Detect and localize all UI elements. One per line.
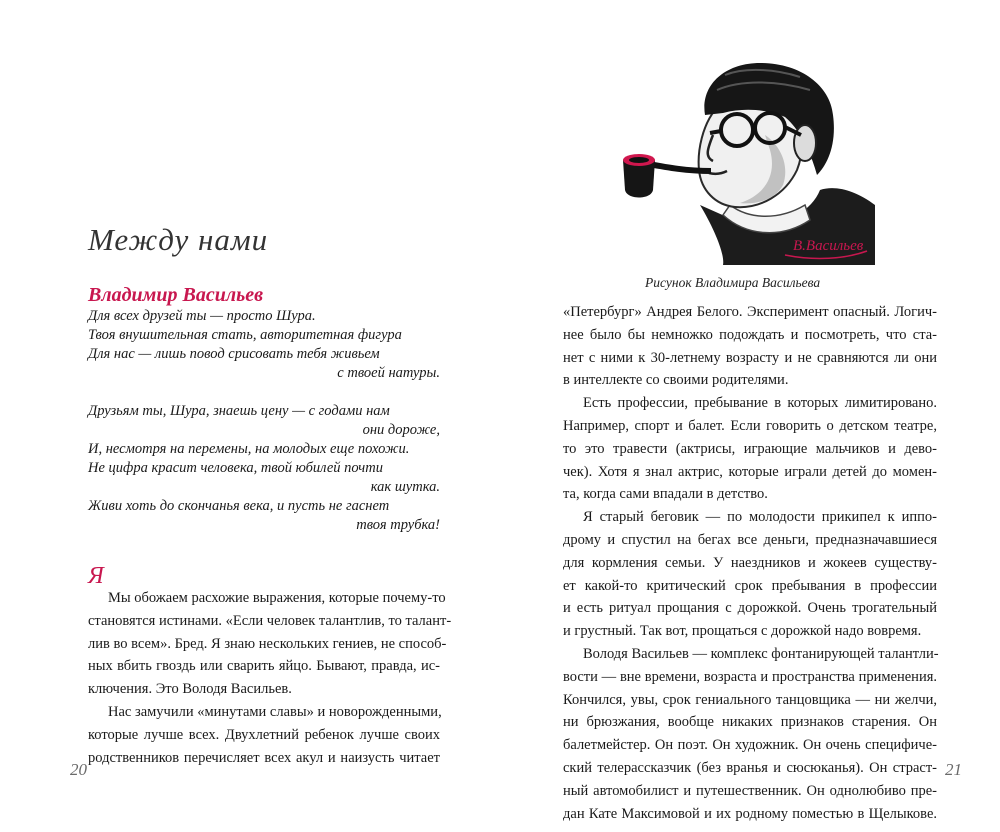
text-line: в интеллекте со своими родителями. [563,372,789,389]
right-page [500,0,1000,832]
text-line: Например, спорт и балет. Если говорить о детском театре, [563,417,937,434]
artist-signature: В.Васильев [793,238,864,254]
text-line: ский телерассказчик (без вранья и сюсюканья). Он страст- [563,759,937,776]
poem-line: Для нас — лишь повод срисовать тебя живьем [88,346,380,362]
text-line: Я старый беговик — по молодости прикипел к иппо- [583,509,937,526]
poem-line: Твоя внушительная стать, авторитетная фигура [88,327,402,343]
text-line: ный автомобилист и путешественник. Он однолюбиво пре- [563,782,937,799]
text-line: Нас замучили «минутами славы» и новорожденными, [108,703,442,720]
text-line: Есть профессии, пребывание в которых лимитировано. [583,395,937,412]
page-number: 20 [70,760,87,779]
text-line: становятся истинами. «Если человек талантлив, то талант- [88,612,452,629]
text-line: нее было бы немножко подождать и посмотреть, что ста- [563,326,937,343]
text-line: лив во всем». Бред. Я знаю нескольких гениев, не способ- [88,635,447,652]
ear-shape [794,125,816,161]
text-line: та, когда сами впадали в детство. [563,486,768,503]
text-line: и есть ритуал прощания с дорожкой. Очень трогательный [563,600,937,617]
text-line: ни брюзжания, вообще никаких признаков старения. Он [563,714,937,731]
poem [88,307,440,535]
page-number: 21 [945,760,962,779]
poem-line: Живи хоть до скончанья века, и пусть не гаснет [88,498,390,514]
text-line: ет какой-то критический срок пребывания в профессии [563,577,937,594]
portrait-drawing [605,55,875,265]
poem-line: как шутка. [370,479,440,495]
text-line: чек). Хотя я знал актрис, которые играли детей до момен- [563,463,937,480]
poem-line: И, несмотря на перемены, на молодых еще похожи. [88,441,410,457]
left-body-text [88,587,452,769]
poem-line: Друзьям ты, Шура, знаешь цену — с годами нам [88,403,390,419]
illustration-caption: Рисунок Владимира Васильева [645,275,821,290]
text-line: родственников перечисляет всех акул и наизусть читает [88,749,440,766]
text-line: нет с ними к 30-летнему возрасту и не сравняются ли они [563,349,937,366]
poem-author: Владимир Васильев [88,284,264,306]
text-line: ных вбить гвоздь или сварить яйцо. Бывают, правда, ис- [88,658,440,675]
text-line: дан Кате Максимовой и их родному поместью в Щелыкове. [563,805,937,822]
poem-line: они дороже, [362,422,440,438]
essay-heading: Я [88,563,104,589]
text-line: «Петербург» Андрея Белого. Эксперимент опасный. Логич- [563,304,937,320]
text-line: ключения. Это Володя Васильев. [88,681,292,698]
text-line: то это травести (актрисы, играющие мальчиков и дево- [563,440,937,457]
stanza-break [88,383,440,402]
text-line: Володя Васильев — комплекс фонтанирующей талантли- [583,645,939,662]
text-line: которые лучше всех. Двухлетний ребенок лучше своих [88,726,440,743]
text-line: дрому и спустил на бегах все деньги, предназначавшиеся [563,531,937,548]
pipe-rim-inner [629,157,649,163]
poem-line: с твоей натуры. [337,365,440,381]
text-line: для кормления семьи. У наездников и жокеев существу- [563,554,937,571]
text-line: балетмейстер. Он поэт. Он художник. Он очень специфиче- [563,737,937,754]
poem-line: Для всех друзей ты — просто Шура. [88,308,316,324]
text-line: вости — вне времени, возраста и пространства применения. [563,668,937,685]
text-line: и грустный. Так вот, прощаться с дорожкой надо вовремя. [563,623,922,640]
section-title: Между нами [88,222,269,257]
text-line: Кончился, увы, срок гениального танцовщика — ни желчи, [563,691,937,708]
poem-line: твоя трубка! [356,517,440,533]
right-body-text [563,301,937,825]
poem-line: Не цифра красит человека, твой юбилей почти [88,460,383,476]
text-line: Мы обожаем расхожие выражения, которые почему-то [108,590,446,606]
